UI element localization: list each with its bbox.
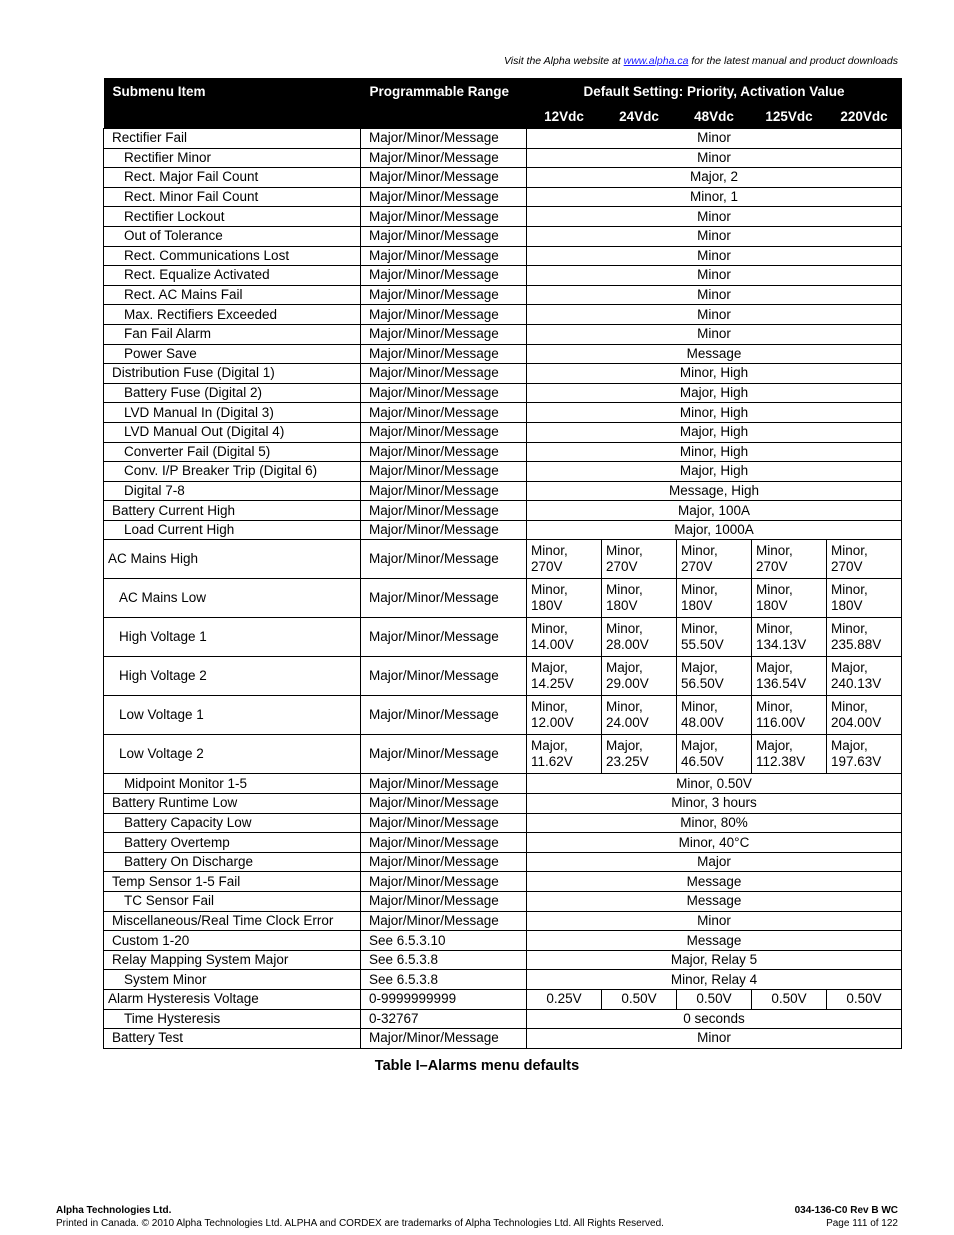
programmable-range-cell: Major/Minor/Message [361, 462, 527, 482]
default-value-cell: Message [527, 872, 902, 892]
submenu-item-cell: Battery Test [104, 1029, 361, 1049]
programmable-range-cell: See 6.5.3.10 [361, 931, 527, 951]
default-value-cell: Minor [527, 266, 902, 286]
default-value-cell: Minor, 270V [827, 540, 902, 579]
default-value-cell: Major, 136.54V [752, 657, 827, 696]
default-value-cell: Minor [527, 246, 902, 266]
programmable-range-cell: Major/Minor/Message [361, 364, 527, 384]
submenu-item-cell: Rectifier Fail [104, 129, 361, 149]
default-value-cell: Minor, 270V [527, 540, 602, 579]
submenu-item-cell: Digital 7-8 [104, 481, 361, 501]
default-value-cell: Minor [527, 207, 902, 227]
table-body [104, 129, 902, 1049]
default-value-cell: Message [527, 931, 902, 951]
default-value-cell: Major, 240.13V [827, 657, 902, 696]
table-row [104, 462, 902, 482]
default-value-cell: Minor, 270V [752, 540, 827, 579]
table-row [104, 520, 902, 540]
default-value-cell: Major, 112.38V [752, 735, 827, 774]
table-row [104, 774, 902, 794]
table-row [104, 148, 902, 168]
programmable-range-cell: Major/Minor/Message [361, 911, 527, 931]
submenu-item-cell: System Minor [104, 970, 361, 990]
submenu-item-cell: Low Voltage 2 [104, 735, 361, 774]
default-value-cell: Minor [527, 226, 902, 246]
programmable-range-cell: Major/Minor/Message [361, 774, 527, 794]
programmable-range-cell: Major/Minor/Message [361, 735, 527, 774]
footer-copyright: Printed in Canada. © 2010 Alpha Technologies Ltd. ALPHA and CORDEX are trademarks of Alpha Technologies Ltd. All Rights Reserved. [56, 1218, 664, 1229]
programmable-range-cell: Major/Minor/Message [361, 813, 527, 833]
programmable-range-cell: Major/Minor/Message [361, 872, 527, 892]
website-note-suffix: for the latest manual and product downloads [688, 55, 898, 67]
programmable-range-cell: Major/Minor/Message [361, 148, 527, 168]
table-row [104, 481, 902, 501]
default-value-cell: Major, Relay 5 [527, 950, 902, 970]
programmable-range-cell: 0-32767 [361, 1009, 527, 1029]
website-link[interactable]: www.alpha.ca [623, 55, 689, 67]
table-row [104, 735, 902, 774]
default-value-cell: Minor [527, 911, 902, 931]
default-value-cell: Major, 14.25V [527, 657, 602, 696]
default-value-cell: Minor, 48.00V [677, 696, 752, 735]
programmable-range-cell: Major/Minor/Message [361, 285, 527, 305]
submenu-item-cell: Power Save [104, 344, 361, 364]
programmable-range-cell: Major/Minor/Message [361, 422, 527, 442]
programmable-range-cell: Major/Minor/Message [361, 1029, 527, 1049]
default-value-cell: Minor, 80% [527, 813, 902, 833]
table-row [104, 813, 902, 833]
table-row [104, 246, 902, 266]
default-value-cell: 0 seconds [527, 1009, 902, 1029]
default-value-cell: Message [527, 892, 902, 912]
footer-company: Alpha Technologies Ltd. [56, 1205, 172, 1216]
default-value-cell: Minor [527, 324, 902, 344]
header-voltage-24: 24Vdc [602, 105, 677, 129]
header-blank-1 [104, 105, 361, 129]
submenu-item-cell: Rect. Communications Lost [104, 246, 361, 266]
submenu-item-cell: Midpoint Monitor 1-5 [104, 774, 361, 794]
submenu-item-cell: Fan Fail Alarm [104, 324, 361, 344]
programmable-range-cell: Major/Minor/Message [361, 540, 527, 579]
submenu-item-cell: Relay Mapping System Major [104, 950, 361, 970]
table-row [104, 344, 902, 364]
default-value-cell: Major, 46.50V [677, 735, 752, 774]
table-row [104, 990, 902, 1010]
table-row [104, 696, 902, 735]
submenu-item-cell: Battery Runtime Low [104, 794, 361, 814]
default-value-cell: Minor, Relay 4 [527, 970, 902, 990]
programmable-range-cell: Major/Minor/Message [361, 696, 527, 735]
default-value-cell: Minor, 180V [827, 579, 902, 618]
website-note [504, 55, 898, 67]
default-value-cell: Major, 1000A [527, 520, 902, 540]
default-value-cell: Minor, 180V [527, 579, 602, 618]
default-value-cell: Minor, 14.00V [527, 618, 602, 657]
table-row [104, 403, 902, 423]
submenu-item-cell: Alarm Hysteresis Voltage [104, 990, 361, 1010]
table-row [104, 852, 902, 872]
table-row [104, 207, 902, 227]
table-row [104, 383, 902, 403]
footer-left [56, 1204, 664, 1230]
submenu-item-cell: Load Current High [104, 520, 361, 540]
default-value-cell: Minor, 1 [527, 187, 902, 207]
default-value-cell: Minor, 55.50V [677, 618, 752, 657]
header-voltage-48: 48Vdc [677, 105, 752, 129]
table-row [104, 364, 902, 384]
submenu-item-cell: TC Sensor Fail [104, 892, 361, 912]
submenu-item-cell: High Voltage 1 [104, 618, 361, 657]
table-row [104, 657, 902, 696]
table-row [104, 931, 902, 951]
submenu-item-cell: Temp Sensor 1-5 Fail [104, 872, 361, 892]
default-value-cell: Minor, High [527, 364, 902, 384]
submenu-item-cell: AC Mains High [104, 540, 361, 579]
header-voltage-220: 220Vdc [827, 105, 902, 129]
table-row [104, 226, 902, 246]
default-value-cell: Minor [527, 285, 902, 305]
programmable-range-cell: Major/Minor/Message [361, 324, 527, 344]
programmable-range-cell: Major/Minor/Message [361, 520, 527, 540]
header-programmable-range: Programmable Range [361, 78, 527, 105]
default-value-cell: Message [527, 344, 902, 364]
default-value-cell: 0.50V [827, 990, 902, 1010]
programmable-range-cell: Major/Minor/Message [361, 305, 527, 325]
submenu-item-cell: Converter Fail (Digital 5) [104, 442, 361, 462]
table-row [104, 794, 902, 814]
submenu-item-cell: Battery Capacity Low [104, 813, 361, 833]
default-value-cell: Minor [527, 1029, 902, 1049]
programmable-range-cell: Major/Minor/Message [361, 207, 527, 227]
table-row [104, 911, 902, 931]
table-row [104, 1009, 902, 1029]
alarms-defaults-table [103, 78, 902, 1049]
submenu-item-cell: Battery Current High [104, 501, 361, 521]
default-value-cell: Minor, 180V [752, 579, 827, 618]
default-value-cell: Minor, 40°C [527, 833, 902, 853]
default-value-cell: Minor [527, 305, 902, 325]
default-value-cell: Minor, 3 hours [527, 794, 902, 814]
default-value-cell: Major, High [527, 383, 902, 403]
default-value-cell: Major, High [527, 422, 902, 442]
default-value-cell: Major, 11.62V [527, 735, 602, 774]
default-value-cell: Major, High [527, 462, 902, 482]
programmable-range-cell: Major/Minor/Message [361, 403, 527, 423]
programmable-range-cell: Major/Minor/Message [361, 892, 527, 912]
table-row [104, 285, 902, 305]
programmable-range-cell: Major/Minor/Message [361, 442, 527, 462]
programmable-range-cell: Major/Minor/Message [361, 187, 527, 207]
submenu-item-cell: Rect. Equalize Activated [104, 266, 361, 286]
default-value-cell: Major, 56.50V [677, 657, 752, 696]
submenu-item-cell: AC Mains Low [104, 579, 361, 618]
table-row [104, 168, 902, 188]
table-row [104, 1029, 902, 1049]
table-row [104, 422, 902, 442]
default-value-cell: 0.50V [602, 990, 677, 1010]
programmable-range-cell: See 6.5.3.8 [361, 970, 527, 990]
table-row [104, 618, 902, 657]
header-submenu-item: Submenu Item [104, 78, 361, 105]
table-row [104, 442, 902, 462]
default-value-cell: Minor, 270V [602, 540, 677, 579]
submenu-item-cell: Distribution Fuse (Digital 1) [104, 364, 361, 384]
table-row [104, 305, 902, 325]
default-value-cell: Major, 197.63V [827, 735, 902, 774]
default-value-cell: Minor, 204.00V [827, 696, 902, 735]
table-row [104, 970, 902, 990]
table-row [104, 892, 902, 912]
default-value-cell: Major [527, 852, 902, 872]
programmable-range-cell: 0-9999999999 [361, 990, 527, 1010]
default-value-cell: Minor [527, 129, 902, 149]
header-blank-2 [361, 105, 527, 129]
submenu-item-cell: Custom 1-20 [104, 931, 361, 951]
programmable-range-cell: Major/Minor/Message [361, 481, 527, 501]
default-value-cell: Minor, 0.50V [527, 774, 902, 794]
submenu-item-cell: Rect. Major Fail Count [104, 168, 361, 188]
table-row [104, 950, 902, 970]
default-value-cell: Minor, 235.88V [827, 618, 902, 657]
footer-page-number: Page 111 of 122 [826, 1218, 898, 1229]
programmable-range-cell: Major/Minor/Message [361, 226, 527, 246]
table-row [104, 540, 902, 579]
programmable-range-cell: Major/Minor/Message [361, 266, 527, 286]
website-note-prefix: Visit the Alpha website at [503, 55, 624, 67]
default-value-cell: Minor, 270V [677, 540, 752, 579]
submenu-item-cell: Conv. I/P Breaker Trip (Digital 6) [104, 462, 361, 482]
programmable-range-cell: Major/Minor/Message [361, 657, 527, 696]
table-row [104, 579, 902, 618]
default-value-cell: Minor, 12.00V [527, 696, 602, 735]
submenu-item-cell: Rectifier Minor [104, 148, 361, 168]
programmable-range-cell: Major/Minor/Message [361, 794, 527, 814]
submenu-item-cell: Time Hysteresis [104, 1009, 361, 1029]
submenu-item-cell: Rect. AC Mains Fail [104, 285, 361, 305]
header-voltage-12: 12Vdc [527, 105, 602, 129]
default-value-cell: Major, 23.25V [602, 735, 677, 774]
header-voltage-125: 125Vdc [752, 105, 827, 129]
default-value-cell: Message, High [527, 481, 902, 501]
default-value-cell: Major, 29.00V [602, 657, 677, 696]
programmable-range-cell: See 6.5.3.8 [361, 950, 527, 970]
programmable-range-cell: Major/Minor/Message [361, 246, 527, 266]
default-value-cell: Minor, High [527, 403, 902, 423]
programmable-range-cell: Major/Minor/Message [361, 579, 527, 618]
default-value-cell: 0.25V [527, 990, 602, 1010]
programmable-range-cell: Major/Minor/Message [361, 168, 527, 188]
default-value-cell: Minor, 134.13V [752, 618, 827, 657]
default-value-cell: Major, 2 [527, 168, 902, 188]
programmable-range-cell: Major/Minor/Message [361, 129, 527, 149]
table-row [104, 501, 902, 521]
default-value-cell: Minor, 180V [677, 579, 752, 618]
table-row [104, 129, 902, 149]
default-value-cell: 0.50V [752, 990, 827, 1010]
default-value-cell: Minor, 28.00V [602, 618, 677, 657]
submenu-item-cell: Battery Fuse (Digital 2) [104, 383, 361, 403]
submenu-item-cell: LVD Manual In (Digital 3) [104, 403, 361, 423]
submenu-item-cell: High Voltage 2 [104, 657, 361, 696]
default-value-cell: Minor, 24.00V [602, 696, 677, 735]
header-default-setting: Default Setting: Priority, Activation Value [527, 78, 902, 105]
table-caption: Table I–Alarms menu defaults [374, 1058, 580, 1074]
submenu-item-cell: Battery On Discharge [104, 852, 361, 872]
table-row [104, 324, 902, 344]
default-value-cell: Major, 100A [527, 501, 902, 521]
table-row [104, 872, 902, 892]
submenu-item-cell: Out of Tolerance [104, 226, 361, 246]
programmable-range-cell: Major/Minor/Message [361, 344, 527, 364]
submenu-item-cell: Rectifier Lockout [104, 207, 361, 227]
footer-right [795, 1204, 898, 1230]
default-value-cell: Minor, 180V [602, 579, 677, 618]
default-value-cell: Minor, 116.00V [752, 696, 827, 735]
submenu-item-cell: Low Voltage 1 [104, 696, 361, 735]
table-row [104, 187, 902, 207]
programmable-range-cell: Major/Minor/Message [361, 501, 527, 521]
default-value-cell: Minor [527, 148, 902, 168]
programmable-range-cell: Major/Minor/Message [361, 383, 527, 403]
default-value-cell: 0.50V [677, 990, 752, 1010]
table-row [104, 833, 902, 853]
submenu-item-cell: Miscellaneous/Real Time Clock Error [104, 911, 361, 931]
submenu-item-cell: Rect. Minor Fail Count [104, 187, 361, 207]
footer-doc-number: 034-136-C0 Rev B WC [794, 1205, 898, 1216]
submenu-item-cell: LVD Manual Out (Digital 4) [104, 422, 361, 442]
default-value-cell: Minor, High [527, 442, 902, 462]
table-row [104, 266, 902, 286]
programmable-range-cell: Major/Minor/Message [361, 833, 527, 853]
submenu-item-cell: Max. Rectifiers Exceeded [104, 305, 361, 325]
submenu-item-cell: Battery Overtemp [104, 833, 361, 853]
programmable-range-cell: Major/Minor/Message [361, 852, 527, 872]
programmable-range-cell: Major/Minor/Message [361, 618, 527, 657]
